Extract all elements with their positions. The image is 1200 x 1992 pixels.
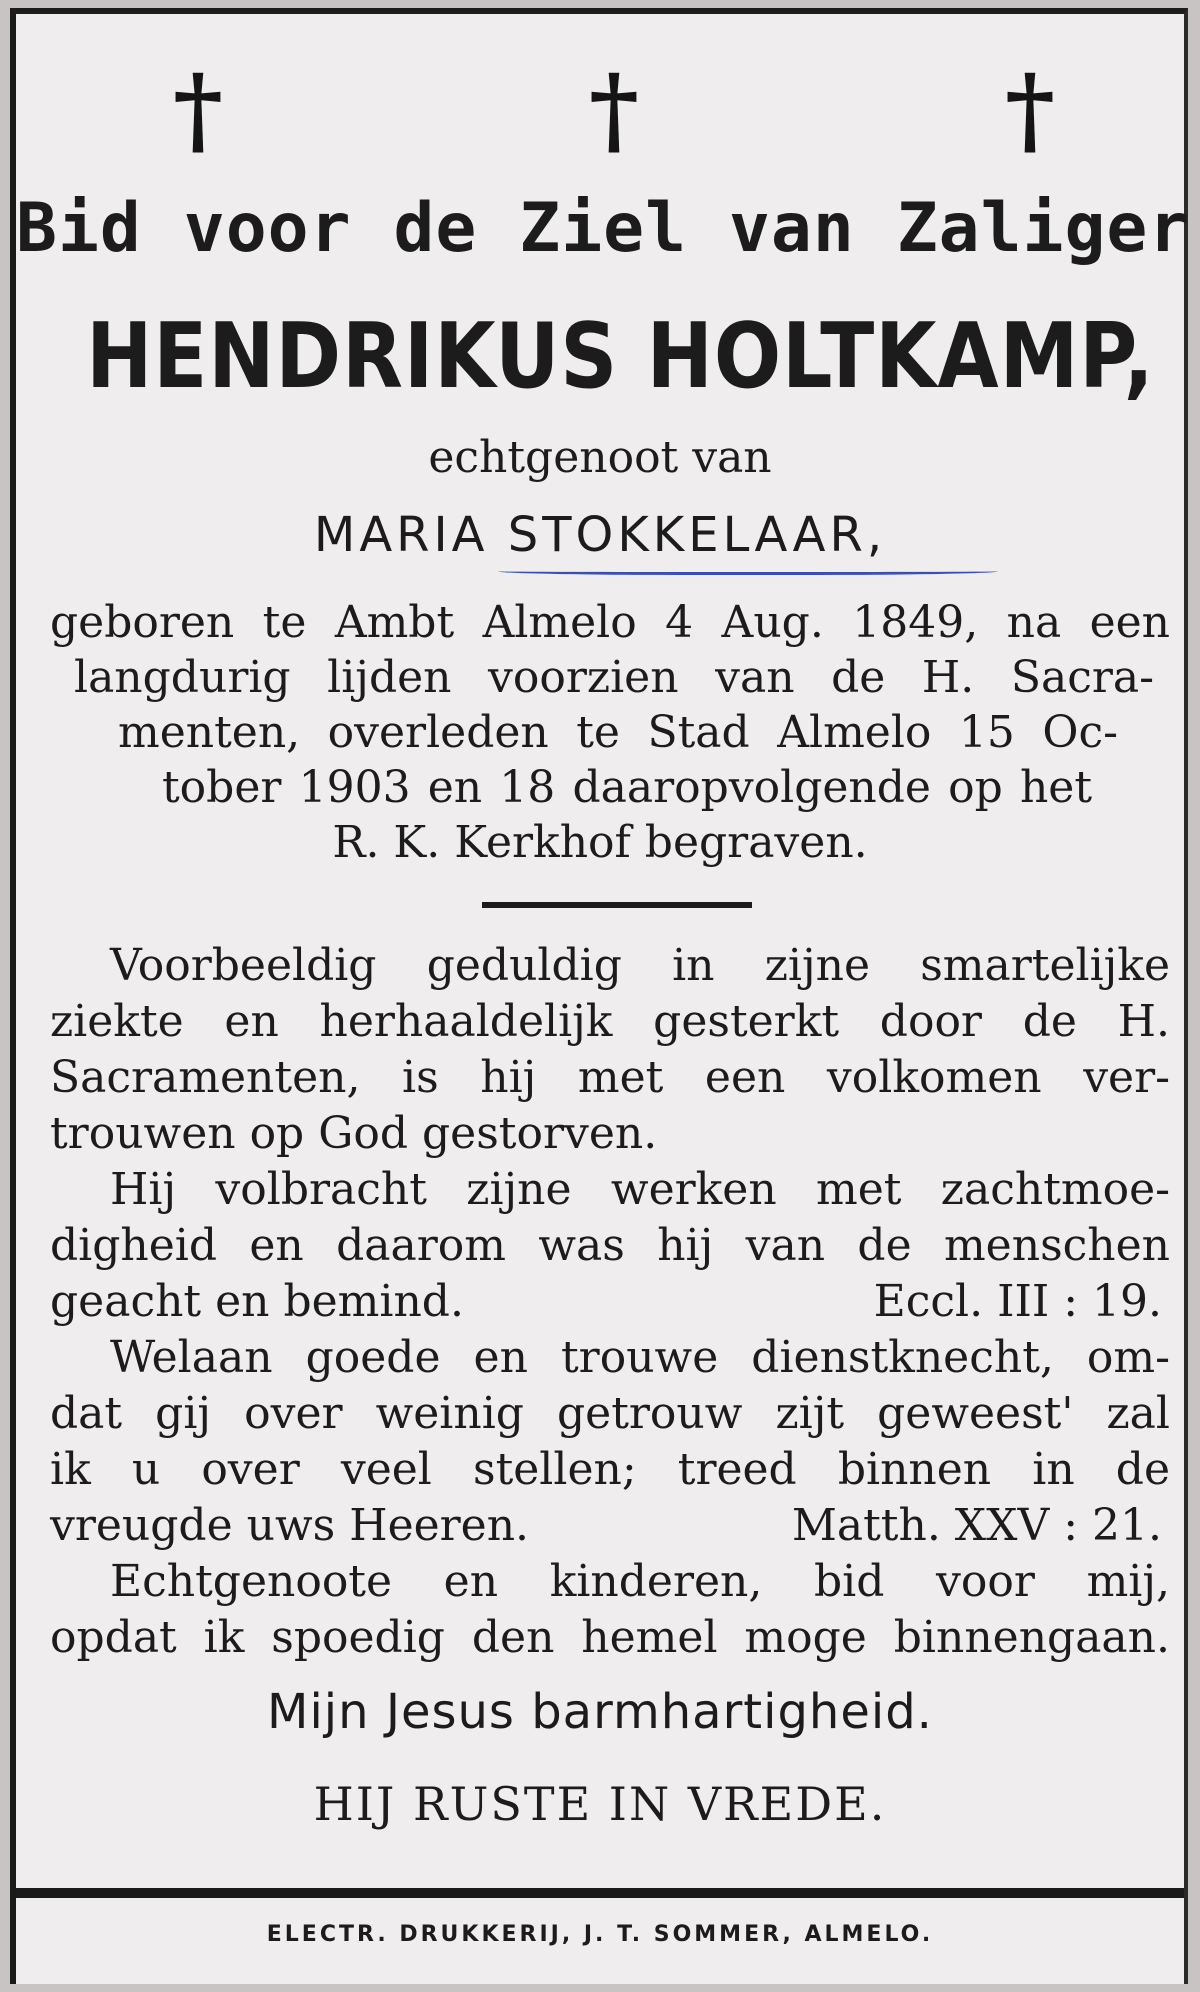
heading: Bid voor de Ziel van Zaliger	[16, 189, 1191, 268]
cross-icon: †	[1004, 53, 1056, 166]
deceased-name: HENDRIKUS HOLTKAMP,	[86, 304, 1155, 409]
scripture-reference: Matth. XXV : 21.	[791, 1500, 1162, 1551]
bio-line: tober 1903 en 18 daaropvolgende op het	[162, 762, 1092, 813]
body-line: Voorbeeldig geduldig in zijne smartelijke	[110, 940, 1170, 991]
body-line: dat gij over weinig getrouw zijt geweest' zal	[50, 1388, 1170, 1439]
bio-line: geboren te Ambt Almelo 4 Aug. 1849, na een	[50, 597, 1170, 648]
printer-credit: ELECTR. DRUKKERIJ, J. T. SOMMER, ALMELO.	[266, 1922, 934, 1947]
bio-line: menten, overleden te Stad Almelo 15 Oc-	[118, 707, 1118, 758]
body-line: ik u over veel stellen; treed binnen in de	[50, 1444, 1170, 1495]
bio-line: R. K. Kerkhof begraven.	[332, 817, 868, 868]
body-line: ziekte en herhaaldelijk gesterkt door de H.	[50, 996, 1170, 1047]
divider	[482, 902, 752, 908]
body-line: digheid en daarom was hij van de menschen	[50, 1220, 1170, 1271]
body-line: Echtgenoote en kinderen, bid voor mij,	[110, 1556, 1170, 1607]
bio-line: langdurig lijden voorzien van de H. Sacra-	[74, 652, 1154, 703]
spouse-name: MARIA STOKKELAAR,	[313, 507, 887, 563]
body-line: Hij volbracht zijne werken met zachtmoe-	[110, 1164, 1170, 1215]
cross-icon: †	[588, 53, 640, 166]
spouse-intro: echtgenoot van	[428, 432, 772, 483]
closing-rest: HIJ RUSTE IN VREDE.	[313, 1777, 887, 1831]
cross-icon: †	[172, 53, 224, 166]
scripture-reference: Eccl. III : 19.	[873, 1276, 1162, 1327]
closing-prayer: Mijn Jesus barmhartigheid.	[267, 1684, 933, 1740]
body-line: Welaan goede en trouwe dienstknecht, om-	[110, 1332, 1170, 1383]
bottom-divider	[16, 1888, 1184, 1898]
body-line: geacht en bemind.	[50, 1276, 464, 1327]
body-line: trouwen op God gestorven.	[50, 1108, 658, 1159]
ink-underline	[498, 566, 998, 575]
body-line: vreugde uws Heeren.	[50, 1500, 530, 1551]
body-line: opdat ik spoedig den hemel moge binnengaan.	[50, 1612, 1170, 1663]
memorial-card	[10, 8, 1191, 1984]
body-line: Sacramenten, is hij met een volkomen ver-	[50, 1052, 1170, 1103]
